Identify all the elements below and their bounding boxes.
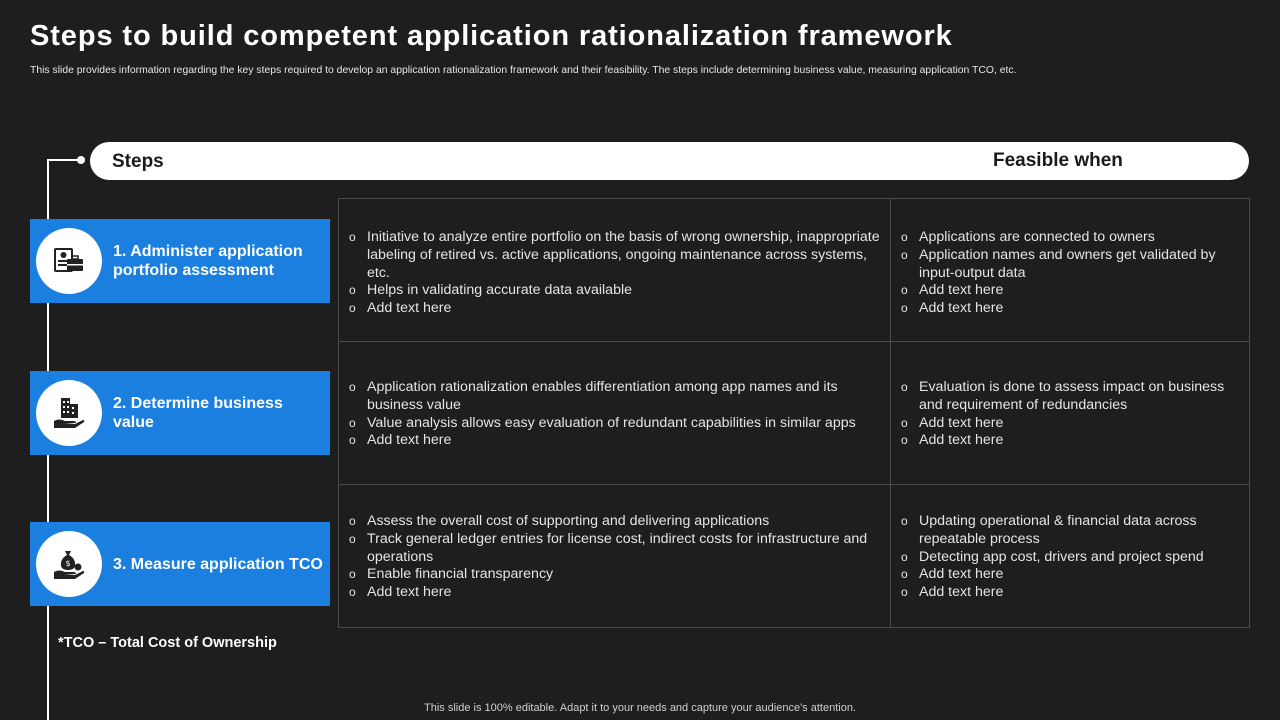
building-in-hand-icon [51, 395, 87, 431]
table-cell-details-3 [339, 485, 891, 627]
table-header [90, 142, 1249, 180]
header-feasible-label: Feasible when [993, 150, 1123, 171]
table-cell-feasible-1 [891, 199, 1249, 342]
table-cell-details-1 [339, 199, 891, 342]
list-item: o Add text here [901, 566, 1239, 584]
step-card-3 [30, 522, 330, 606]
table-cell-feasible-3 [891, 485, 1249, 627]
details-list [349, 513, 880, 602]
details-list [349, 379, 880, 450]
table-cell-details-2 [339, 342, 891, 485]
step-card-1 [30, 219, 330, 303]
feasible-list [901, 513, 1239, 602]
svg-text:$: $ [65, 559, 71, 568]
step-icon-circle [36, 228, 102, 294]
list-item: o Add text here [901, 282, 1239, 300]
table-cell-feasible-2 [891, 342, 1249, 485]
money-bag-in-hand-icon [51, 546, 87, 582]
list-item: o Add text here [901, 415, 1239, 433]
timeline-dot [77, 156, 85, 164]
list-item: o Assess the overall cost of supporting and delivering applications [349, 513, 880, 531]
step-icon-circle [36, 531, 102, 597]
page-title: Steps to build competent application rationalization framework [30, 20, 953, 52]
step-icon-circle [36, 380, 102, 446]
feasible-list [901, 229, 1239, 318]
page-subtitle: This slide provides information regarding the key steps required to develop an application rationalization framework and their feasibility. The steps include determining business value, measuring application TCO, etc. [30, 65, 1017, 76]
list-item: o Add text here [901, 300, 1239, 318]
list-item: o Application rationalization enables differentiation among app names and its business value [349, 379, 880, 415]
list-item: o Application names and owners get validated by input-output data [901, 247, 1239, 283]
footer-note: This slide is 100% editable. Adapt it to your needs and capture your audience's attention. [424, 702, 856, 714]
list-item: o Add text here [349, 300, 880, 318]
step-label: 1. Administer application portfolio assessment [113, 243, 303, 279]
list-item: o Updating operational & financial data across repeatable process [901, 513, 1239, 549]
list-item: o Evaluation is done to assess impact on business and requirement of redundancies [901, 379, 1239, 415]
header-steps-label: Steps [112, 151, 164, 172]
footnote: *TCO – Total Cost of Ownership [58, 635, 277, 651]
step-card-2 [30, 371, 330, 455]
steps-table [338, 198, 1250, 628]
list-item: o Add text here [349, 432, 880, 450]
list-item: o Helps in validating accurate data available [349, 282, 880, 300]
feasible-list [901, 379, 1239, 450]
list-item: o Value analysis allows easy evaluation of redundant capabilities in similar apps [349, 415, 880, 433]
list-item: o Add text here [901, 432, 1239, 450]
list-item: o Applications are connected to owners [901, 229, 1239, 247]
list-item: o Add text here [349, 584, 880, 602]
step-label: 3. Measure application TCO [113, 555, 323, 573]
timeline-connector [47, 159, 81, 161]
list-item: o Initiative to analyze entire portfolio on the basis of wrong ownership, inappropriate labeling of retired vs. active applications, ongoing maintenance across systems, etc. [349, 229, 880, 282]
list-item: o Track general ledger entries for license cost, indirect costs for infrastructure and operations [349, 531, 880, 567]
portfolio-assessment-icon [51, 243, 87, 279]
details-list [349, 229, 880, 318]
list-item: o Detecting app cost, drivers and project spend [901, 549, 1239, 567]
list-item: o Add text here [901, 584, 1239, 602]
list-item: o Enable financial transparency [349, 566, 880, 584]
step-label: 2. Determine business value [113, 395, 283, 431]
